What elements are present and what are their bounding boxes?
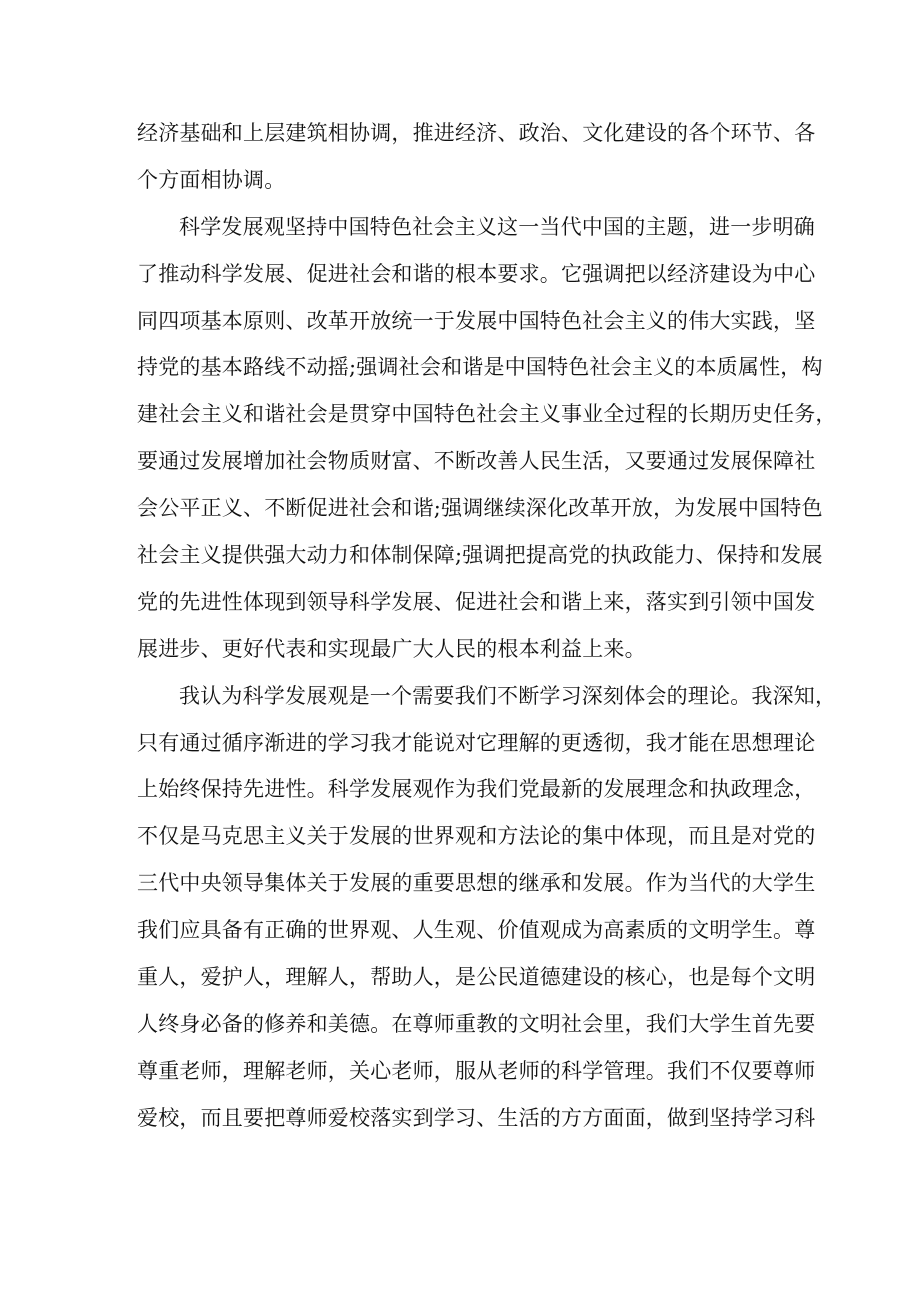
text-line: 经济基础和上层建筑相协调，推进经济、政治、文化建设的各个环节、各 (137, 121, 816, 145)
document-body (137, 110, 837, 1142)
text-line: 要通过发展增加社会物质财富、不断改善人民生活，又要通过发展保障社 (137, 449, 816, 474)
text-line: 个方面相协调。 (137, 167, 286, 192)
text-line: 同四项基本原则、改革开放统一于发展中国特色社会主义的伟大实践，坚 (137, 308, 816, 333)
text-line: 重人，爱护人，理解人，帮助人，是公民道德建设的核心，也是每个文明 (137, 965, 816, 990)
text-line: 持党的基本路线不动摇;强调社会和谐是中国特色社会主义的本质属性，构 (137, 355, 823, 380)
paragraph-3 (137, 673, 837, 1142)
text-line: 建社会主义和谐社会是贯穿中国特色社会主义事业全过程的长期历史任务， (137, 402, 837, 427)
text-line: 三代中央领导集体关于发展的重要思想的继承和发展。作为当代的大学生 (137, 871, 816, 896)
paragraph-1 (137, 110, 816, 204)
text-line: 了推动科学发展、促进社会和谐的根本要求。它强调把以经济建设为中心 (137, 261, 816, 286)
text-line: 会公平正义、不断促进社会和谐;强调继续深化改革开放，为发展中国特色 (137, 496, 823, 521)
text-line: 只有通过循序渐进的学习我才能说对它理解的更透彻，我才能在思想理论 (137, 730, 816, 755)
text-line: 科学发展观坚持中国特色社会主义这一当代中国的主题，进一步明确 (179, 214, 815, 239)
text-line: 我们应具备有正确的世界观、人生观、价值观成为高素质的文明学生。尊 (137, 918, 816, 943)
text-line: 我认为科学发展观是一个需要我们不断学习深刻体会的理论。我深知， (179, 683, 837, 708)
text-line: 上始终保持先进性。科学发展观作为我们党最新的发展理念和执政理念， (137, 777, 816, 802)
text-line: 爱校，而且要把尊师爱校落实到学习、生活的方方面面，做到坚持学习科 (137, 1105, 816, 1130)
text-line: 展进步、更好代表和实现最广大人民的根本利益上来。 (137, 636, 646, 661)
text-line: 社会主义提供强大动力和体制保障;强调把提高党的执政能力、保持和发展 (137, 543, 823, 568)
text-line: 党的先进性体现到领导科学发展、促进社会和谐上来，落实到引领中国发 (137, 589, 816, 614)
text-line: 尊重老师，理解老师，关心老师，服从老师的科学管理。我们不仅要尊师 (137, 1058, 816, 1083)
paragraph-2 (137, 204, 837, 673)
text-line: 人终身必备的修养和美德。在尊师重教的文明社会里，我们大学生首先要 (137, 1011, 816, 1036)
text-line: 不仅是马克思主义关于发展的世界观和方法论的集中体现，而且是对党的 (137, 824, 816, 849)
